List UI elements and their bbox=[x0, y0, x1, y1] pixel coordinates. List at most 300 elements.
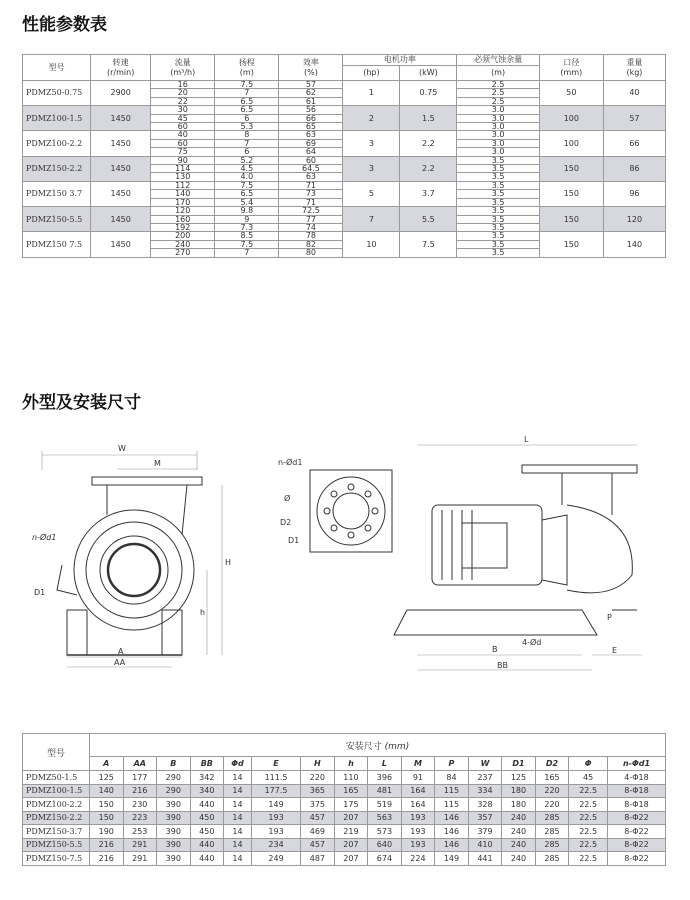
header-hp: (hp) bbox=[343, 66, 400, 81]
dim-cell: 125 bbox=[90, 771, 124, 785]
perf-cell: 200 bbox=[151, 232, 215, 240]
perf-cell: 270 bbox=[151, 249, 215, 257]
perf-cell: 61 bbox=[279, 97, 343, 105]
dim-cell: 14 bbox=[224, 811, 252, 825]
dimensions-title: 外型及安装尺寸 bbox=[22, 393, 141, 413]
label-AA: AA bbox=[114, 658, 126, 667]
dim-cell: 457 bbox=[301, 838, 335, 852]
dim-cell: 390 bbox=[157, 852, 191, 866]
dim-cell: 193 bbox=[401, 838, 435, 852]
dim-col-header: H bbox=[301, 757, 335, 771]
perf-cell: 4.0 bbox=[215, 173, 279, 181]
perf-cell: 75 bbox=[151, 148, 215, 156]
dim-cell: 219 bbox=[334, 825, 368, 839]
perf-cell: 4.5 bbox=[215, 165, 279, 173]
label-W: W bbox=[118, 444, 126, 453]
dim-cell: 125 bbox=[502, 771, 536, 785]
perf-cell: 2.5 bbox=[457, 81, 539, 89]
performance-table bbox=[22, 54, 666, 258]
dim-cell: 115 bbox=[435, 798, 469, 812]
perf-cell: 3.5 bbox=[457, 249, 539, 257]
dim-cell: 290 bbox=[157, 784, 191, 798]
perf-cell: 65 bbox=[279, 123, 343, 131]
perf-cell: PDMZ50-0.75 bbox=[23, 81, 91, 106]
dim-col-header: L bbox=[368, 757, 402, 771]
dim-cell: 111.5 bbox=[251, 771, 300, 785]
perf-cell: 57 bbox=[279, 81, 343, 89]
label-A: A bbox=[118, 647, 124, 656]
perf-cell: 7.5 bbox=[400, 232, 457, 257]
dim-cell: 45 bbox=[569, 771, 608, 785]
perf-row bbox=[23, 232, 666, 240]
dim-col-header: P bbox=[435, 757, 469, 771]
dim-row bbox=[23, 784, 666, 798]
dim-cell: 22.5 bbox=[569, 784, 608, 798]
perf-cell: 3.5 bbox=[457, 165, 539, 173]
dim-cell: 340 bbox=[190, 784, 224, 798]
dim-cell: 342 bbox=[190, 771, 224, 785]
perf-cell: 60 bbox=[151, 139, 215, 147]
dim-cell: 14 bbox=[224, 838, 252, 852]
perf-cell: 3.5 bbox=[457, 240, 539, 248]
dim-cell: 563 bbox=[368, 811, 402, 825]
perf-cell: 7.5 bbox=[215, 240, 279, 248]
perf-cell: 140 bbox=[603, 232, 665, 257]
perf-cell: PDMZ150 7.5 bbox=[23, 232, 91, 257]
perf-cell: 3.0 bbox=[457, 106, 539, 114]
dim-cell: 14 bbox=[224, 798, 252, 812]
dim-cell: 149 bbox=[435, 852, 469, 866]
perf-cell: 3.5 bbox=[457, 232, 539, 240]
dim-cell: 410 bbox=[468, 838, 502, 852]
perf-cell: 63 bbox=[279, 173, 343, 181]
perf-cell: 3.0 bbox=[457, 139, 539, 147]
dim-cell: 334 bbox=[468, 784, 502, 798]
dim-cell: 115 bbox=[435, 784, 469, 798]
dim-cell: 390 bbox=[157, 838, 191, 852]
dim-col-header: h bbox=[334, 757, 368, 771]
perf-cell: 6 bbox=[215, 114, 279, 122]
dim-header-model: 型号 bbox=[23, 734, 90, 771]
dim-cell: 84 bbox=[435, 771, 469, 785]
dim-cell: 190 bbox=[90, 825, 124, 839]
dim-cell: 291 bbox=[123, 852, 157, 866]
dim-row bbox=[23, 811, 666, 825]
dim-cell: 230 bbox=[123, 798, 157, 812]
dim-cell: 285 bbox=[535, 838, 569, 852]
pump-front-view bbox=[32, 444, 231, 667]
dim-cell-model: PDMZ50-1.5 bbox=[23, 771, 90, 785]
perf-cell: 3.5 bbox=[457, 173, 539, 181]
perf-row bbox=[23, 181, 666, 189]
dim-row bbox=[23, 852, 666, 866]
perf-cell: 1450 bbox=[91, 207, 151, 232]
dim-cell: 146 bbox=[435, 811, 469, 825]
perf-cell: 114 bbox=[151, 165, 215, 173]
header-power: 电机功率 bbox=[343, 55, 457, 66]
perf-cell: 9 bbox=[215, 215, 279, 223]
dim-cell: 216 bbox=[90, 852, 124, 866]
perf-cell: 2900 bbox=[91, 81, 151, 106]
dim-cell: 450 bbox=[190, 825, 224, 839]
dim-cell-model: PDMZ150-7.5 bbox=[23, 852, 90, 866]
dim-col-header: Φd bbox=[224, 757, 252, 771]
dim-cell: 253 bbox=[123, 825, 157, 839]
dim-cell: 146 bbox=[435, 838, 469, 852]
perf-cell: 130 bbox=[151, 173, 215, 181]
dim-cell: 164 bbox=[401, 798, 435, 812]
perf-cell: 1450 bbox=[91, 181, 151, 206]
perf-cell: 56 bbox=[279, 106, 343, 114]
perf-cell: 1450 bbox=[91, 156, 151, 181]
label-nd1: n-Ød1 bbox=[32, 533, 57, 542]
dim-cell: 91 bbox=[401, 771, 435, 785]
perf-cell: 3.5 bbox=[457, 156, 539, 164]
dim-cell: 207 bbox=[334, 852, 368, 866]
perf-cell: 10 bbox=[343, 232, 400, 257]
perf-cell: 120 bbox=[603, 207, 665, 232]
perf-cell: 86 bbox=[603, 156, 665, 181]
perf-cell: 64.5 bbox=[279, 165, 343, 173]
perf-cell: 3.0 bbox=[457, 114, 539, 122]
dim-cell: 223 bbox=[123, 811, 157, 825]
perf-cell: 5.2 bbox=[215, 156, 279, 164]
perf-cell: 60 bbox=[279, 156, 343, 164]
perf-cell: 60 bbox=[151, 123, 215, 131]
perf-cell: 80 bbox=[279, 249, 343, 257]
dim-cell: 240 bbox=[502, 838, 536, 852]
dim-cell: 165 bbox=[334, 784, 368, 798]
dim-row bbox=[23, 838, 666, 852]
dim-cell: 240 bbox=[502, 811, 536, 825]
perf-cell: 5.3 bbox=[215, 123, 279, 131]
dim-cell: 193 bbox=[401, 811, 435, 825]
dim-cell: 220 bbox=[535, 798, 569, 812]
perf-cell: 100 bbox=[539, 131, 603, 156]
perf-cell: 160 bbox=[151, 215, 215, 223]
dim-cell: 379 bbox=[468, 825, 502, 839]
perf-cell: 3.5 bbox=[457, 223, 539, 231]
label-D1: D1 bbox=[34, 588, 46, 597]
dim-col-header: Φ bbox=[569, 757, 608, 771]
label-P: P bbox=[607, 613, 612, 622]
dim-cell: 193 bbox=[251, 825, 300, 839]
perf-cell: 8 bbox=[215, 131, 279, 139]
perf-cell: 7.5 bbox=[215, 81, 279, 89]
dim-cell-model: PDMZ100-2.2 bbox=[23, 798, 90, 812]
perf-cell: PDMZ100-2.2 bbox=[23, 131, 91, 156]
dim-cell: 149 bbox=[251, 798, 300, 812]
dim-cell: 440 bbox=[190, 838, 224, 852]
dim-cell: 22.5 bbox=[569, 825, 608, 839]
flange-view bbox=[278, 457, 392, 552]
dim-col-header: B bbox=[157, 757, 191, 771]
dim-cell: 674 bbox=[368, 852, 402, 866]
dim-cell: 216 bbox=[90, 838, 124, 852]
perf-cell: 7 bbox=[215, 249, 279, 257]
perf-cell: 150 bbox=[539, 181, 603, 206]
perf-cell: 22 bbox=[151, 97, 215, 105]
perf-cell: 2.5 bbox=[457, 89, 539, 97]
perf-cell: 30 bbox=[151, 106, 215, 114]
dim-cell: 8-Φ22 bbox=[608, 811, 666, 825]
perf-cell: 50 bbox=[539, 81, 603, 106]
dim-cell: 193 bbox=[251, 811, 300, 825]
perf-row bbox=[23, 81, 666, 89]
dim-cell: 193 bbox=[401, 825, 435, 839]
dim-cell: 240 bbox=[502, 852, 536, 866]
perf-cell: 7.5 bbox=[215, 181, 279, 189]
header-efficiency: 效率 (%) bbox=[279, 55, 343, 81]
perf-cell: 0.75 bbox=[400, 81, 457, 106]
dim-cell: 220 bbox=[301, 771, 335, 785]
perf-row bbox=[23, 156, 666, 164]
dim-cell: 177.5 bbox=[251, 784, 300, 798]
perf-cell: 120 bbox=[151, 207, 215, 215]
perf-cell: 3.5 bbox=[457, 215, 539, 223]
dim-cell: 216 bbox=[123, 784, 157, 798]
dim-cell: 450 bbox=[190, 811, 224, 825]
dim-cell: 165 bbox=[535, 771, 569, 785]
perf-cell: 6.5 bbox=[215, 190, 279, 198]
dim-cell: 519 bbox=[368, 798, 402, 812]
dim-cell: 469 bbox=[301, 825, 335, 839]
dim-cell: 22.5 bbox=[569, 838, 608, 852]
perf-cell: 150 bbox=[539, 207, 603, 232]
perf-cell: 2.2 bbox=[400, 156, 457, 181]
dim-cell: 22.5 bbox=[569, 798, 608, 812]
dim-cell-model: PDMZ100-1.5 bbox=[23, 784, 90, 798]
perf-cell: 7.3 bbox=[215, 223, 279, 231]
dim-cell: 150 bbox=[90, 798, 124, 812]
perf-cell: PDMZ150-2.2 bbox=[23, 156, 91, 181]
dim-col-header: E bbox=[251, 757, 300, 771]
perf-cell: 9.8 bbox=[215, 207, 279, 215]
label-h: h bbox=[200, 608, 206, 617]
perf-cell: 150 bbox=[539, 156, 603, 181]
dim-cell: 396 bbox=[368, 771, 402, 785]
dim-cell: 220 bbox=[535, 784, 569, 798]
dim-cell: 440 bbox=[190, 852, 224, 866]
perf-cell: 1450 bbox=[91, 232, 151, 257]
dim-cell-model: PDMZ150-2.2 bbox=[23, 811, 90, 825]
flange-label-nd1: n-Ød1 bbox=[278, 458, 303, 467]
perf-cell: PDMZ150-5.5 bbox=[23, 207, 91, 232]
perf-cell: 6 bbox=[215, 148, 279, 156]
dim-cell: 22.5 bbox=[569, 811, 608, 825]
perf-cell: 62 bbox=[279, 89, 343, 97]
perf-cell: 7 bbox=[215, 139, 279, 147]
dim-row bbox=[23, 771, 666, 785]
dim-cell: 8-Φ18 bbox=[608, 784, 666, 798]
label-BB: BB bbox=[497, 661, 508, 670]
perf-cell: 77 bbox=[279, 215, 343, 223]
perf-cell: 40 bbox=[603, 81, 665, 106]
perf-cell: 7 bbox=[215, 89, 279, 97]
perf-cell: 90 bbox=[151, 156, 215, 164]
dim-cell: 285 bbox=[535, 825, 569, 839]
dim-cell: 207 bbox=[334, 811, 368, 825]
perf-cell: 2.2 bbox=[400, 131, 457, 156]
dim-cell: 207 bbox=[334, 838, 368, 852]
dim-cell: 390 bbox=[157, 798, 191, 812]
dim-cell: 110 bbox=[334, 771, 368, 785]
label-H: H bbox=[225, 558, 232, 567]
perf-cell: 71 bbox=[279, 181, 343, 189]
perf-cell: 150 bbox=[539, 232, 603, 257]
dim-cell: 487 bbox=[301, 852, 335, 866]
dim-col-header: D2 bbox=[535, 757, 569, 771]
dim-cell: 180 bbox=[502, 784, 536, 798]
perf-cell: 3.5 bbox=[457, 207, 539, 215]
perf-cell: 7 bbox=[343, 207, 400, 232]
perf-cell: 8.5 bbox=[215, 232, 279, 240]
performance-table-title: 性能参数表 bbox=[22, 15, 107, 35]
perf-row bbox=[23, 131, 666, 139]
perf-cell: 2 bbox=[343, 106, 400, 131]
perf-cell: 82 bbox=[279, 240, 343, 248]
perf-cell: 1450 bbox=[91, 131, 151, 156]
dim-cell-model: PDMZ150-5.5 bbox=[23, 838, 90, 852]
dim-col-header: A bbox=[90, 757, 124, 771]
perf-cell: 3 bbox=[343, 156, 400, 181]
perf-cell: 3.5 bbox=[457, 181, 539, 189]
perf-cell: 3.7 bbox=[400, 181, 457, 206]
dim-cell: 285 bbox=[535, 811, 569, 825]
dim-cell: 365 bbox=[301, 784, 335, 798]
dimensions-table bbox=[22, 733, 666, 866]
dim-cell: 14 bbox=[224, 852, 252, 866]
flange-label-d2: D2 bbox=[280, 518, 292, 527]
header-model: 型号 bbox=[23, 55, 91, 81]
dim-cell-model: PDMZ150-3.7 bbox=[23, 825, 90, 839]
perf-row bbox=[23, 207, 666, 215]
dim-header-group: 安装尺寸 (mm) bbox=[90, 734, 666, 757]
dim-cell: 4-Φ18 bbox=[608, 771, 666, 785]
dim-cell: 175 bbox=[334, 798, 368, 812]
dim-cell: 146 bbox=[435, 825, 469, 839]
perf-cell: 6.5 bbox=[215, 97, 279, 105]
dim-cell: 14 bbox=[224, 825, 252, 839]
perf-cell: 112 bbox=[151, 181, 215, 189]
perf-cell: 3 bbox=[343, 131, 400, 156]
header-weight: 重量 (kg) bbox=[603, 55, 665, 81]
dim-cell: 328 bbox=[468, 798, 502, 812]
header-head: 扬程 (m) bbox=[215, 55, 279, 81]
perf-cell: 170 bbox=[151, 198, 215, 206]
dim-cell: 8-Φ22 bbox=[608, 852, 666, 866]
dim-row bbox=[23, 825, 666, 839]
dim-cell: 8-Φ22 bbox=[608, 825, 666, 839]
flange-label-phi: Ø bbox=[284, 494, 291, 503]
perf-cell: 3.0 bbox=[457, 148, 539, 156]
dim-col-header: AA bbox=[123, 757, 157, 771]
dim-cell: 150 bbox=[90, 811, 124, 825]
label-E: E bbox=[612, 646, 618, 655]
header-flow: 流量 (m³/h) bbox=[151, 55, 215, 81]
perf-cell: 100 bbox=[539, 106, 603, 131]
perf-cell: 6.5 bbox=[215, 106, 279, 114]
pump-side-view bbox=[394, 435, 642, 670]
dim-cell: 234 bbox=[251, 838, 300, 852]
label-4d: 4-Ød bbox=[522, 638, 542, 647]
dim-cell: 237 bbox=[468, 771, 502, 785]
perf-cell: 78 bbox=[279, 232, 343, 240]
dim-cell: 140 bbox=[90, 784, 124, 798]
dim-cell: 357 bbox=[468, 811, 502, 825]
dim-cell: 14 bbox=[224, 784, 252, 798]
perf-cell: 5.4 bbox=[215, 198, 279, 206]
perf-cell: 1 bbox=[343, 81, 400, 106]
dim-col-header: W bbox=[468, 757, 502, 771]
perf-cell: 66 bbox=[603, 131, 665, 156]
header-kw: (kW) bbox=[400, 66, 457, 81]
perf-cell: 192 bbox=[151, 223, 215, 231]
dim-cell: 285 bbox=[535, 852, 569, 866]
dim-cell: 249 bbox=[251, 852, 300, 866]
dim-cell: 8-Φ22 bbox=[608, 838, 666, 852]
dim-cell: 441 bbox=[468, 852, 502, 866]
perf-cell: 57 bbox=[603, 106, 665, 131]
dim-col-header: n-Φd1 bbox=[608, 757, 666, 771]
header-npsh-unit: (m) bbox=[457, 66, 539, 81]
perf-cell: 20 bbox=[151, 89, 215, 97]
dim-cell: 390 bbox=[157, 825, 191, 839]
perf-cell: 240 bbox=[151, 240, 215, 248]
perf-cell: 63 bbox=[279, 131, 343, 139]
dim-cell: 8-Φ18 bbox=[608, 798, 666, 812]
installation-drawings bbox=[22, 425, 672, 675]
dim-col-header: D1 bbox=[502, 757, 536, 771]
dim-cell: 481 bbox=[368, 784, 402, 798]
dim-col-header: M bbox=[401, 757, 435, 771]
dim-row bbox=[23, 798, 666, 812]
perf-cell: 16 bbox=[151, 81, 215, 89]
dim-cell: 573 bbox=[368, 825, 402, 839]
dim-col-header: BB bbox=[190, 757, 224, 771]
perf-cell: 69 bbox=[279, 139, 343, 147]
perf-cell: 3.5 bbox=[457, 190, 539, 198]
perf-cell: 3.0 bbox=[457, 123, 539, 131]
header-speed: 转速 (r/min) bbox=[91, 55, 151, 81]
dim-cell: 457 bbox=[301, 811, 335, 825]
perf-cell: 66 bbox=[279, 114, 343, 122]
dim-cell: 390 bbox=[157, 811, 191, 825]
dim-cell: 375 bbox=[301, 798, 335, 812]
perf-cell: 140 bbox=[151, 190, 215, 198]
perf-cell: 71 bbox=[279, 198, 343, 206]
perf-cell: 1.5 bbox=[400, 106, 457, 131]
perf-cell: 64 bbox=[279, 148, 343, 156]
perf-cell: 1450 bbox=[91, 106, 151, 131]
perf-cell: 45 bbox=[151, 114, 215, 122]
perf-cell: 40 bbox=[151, 131, 215, 139]
perf-cell: 3.5 bbox=[457, 198, 539, 206]
dim-cell: 240 bbox=[502, 825, 536, 839]
perf-cell: PDMZ100-1.5 bbox=[23, 106, 91, 131]
dim-cell: 177 bbox=[123, 771, 157, 785]
perf-cell: 74 bbox=[279, 223, 343, 231]
dim-cell: 224 bbox=[401, 852, 435, 866]
label-L: L bbox=[524, 435, 529, 444]
dim-cell: 291 bbox=[123, 838, 157, 852]
perf-cell: 2.5 bbox=[457, 97, 539, 105]
perf-cell: 73 bbox=[279, 190, 343, 198]
dim-cell: 164 bbox=[401, 784, 435, 798]
dim-cell: 22.5 bbox=[569, 852, 608, 866]
header-bore: 口径 (mm) bbox=[539, 55, 603, 81]
perf-row bbox=[23, 106, 666, 114]
